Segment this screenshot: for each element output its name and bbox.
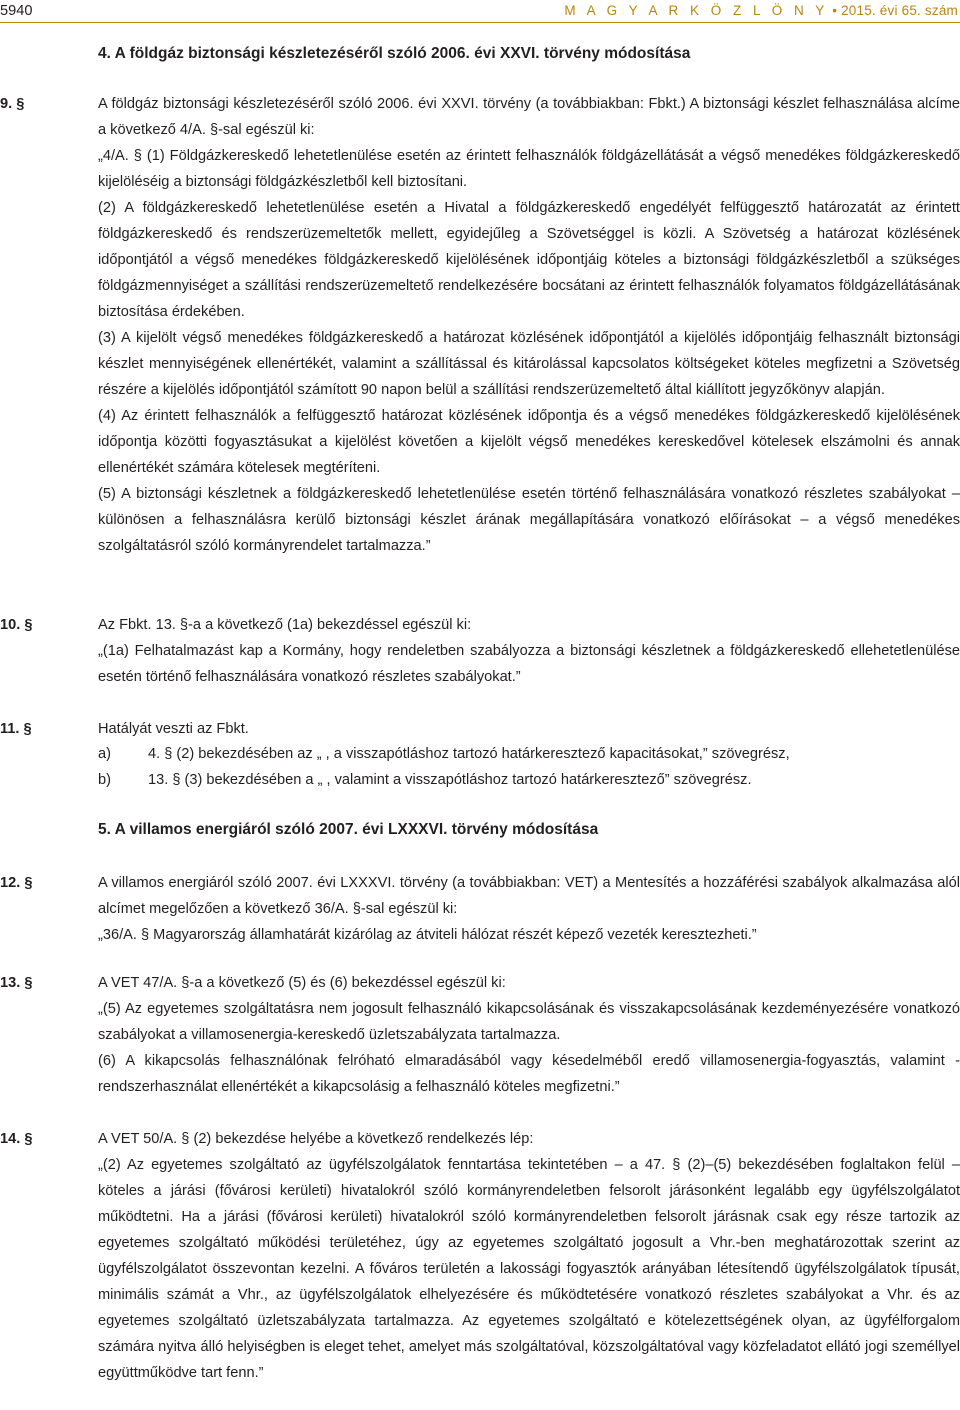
section-11-body (98, 716, 960, 742)
page-number: 5940 (0, 3, 33, 19)
section-number-14: 14. § (0, 1131, 33, 1147)
quoted-4a-para-3: (3) A kijelölt végső menedékes földgázkereskedő a határozat közlésének időpontjától a kijelölés időpontjáig felhasznált biztonsági készlet mennyiségének ellenértékét, valamint a szállítással és kitárolással kapcsolatos költségeket köteles megfizetni a Szövetség részére a kijelölés időpontjától számított 90 napon belül a szállítási rendszerüzemeltető által kiállított jegyzőkönyv alapján. (98, 330, 960, 398)
quoted-47a-para-6: (6) A kikapcsolás felhasználónak felróható elmaradásából vagy késedelméből eredő villamosenergia-fogyasztás, valamint -rendszerhasználat ellenértékét a kikapcsolásig a felhasználó köteles megfizetni.” (98, 1053, 960, 1095)
list-item-text: 13. § (3) bekezdésében a „ , valamint a visszapótláshoz tartozó határkeresztező” szövegrész. (148, 772, 752, 788)
list-item-label: b) (98, 772, 111, 788)
quoted-1a-para: „(1a) Felhatalmazást kap a Kormány, hogy rendeletben szabályozza a biztonsági készletnek a földgázkereskedő ellehetetlenülése esetén történő felhasználására vonatkozó részletes szabályokat.” (98, 643, 960, 685)
section-9-body (98, 91, 960, 559)
list-item (98, 767, 752, 793)
issue-label: 2015. évi 65. szám (841, 3, 958, 18)
quoted-50a-para-2: „(2) Az egyetemes szolgáltató az ügyfélszolgálatok fenntartása tekintetében – a 47. § (2)–(5) bekezdésében foglaltakon felül – köteles a járási (fővárosi kerületi) hivatalokról szóló kormányrendeletben felsorolt járásonként legalább egy ügyfélszolgálatot működtetni. Ha a járási (fővárosi kerületi) hivatalokról szóló kormányrendeletben felsorolt járásnak csak egy része tartozik az egyetemes szolgáltató működési területéhez, úgy az egyetemes szolgáltató jogosult a Vhr.-ben meghatározottak szerint az ügyfélszolgálatot összevontan kezelni. A főváros területén a lakossági fogyasztók arányában létesítendő ügyfélszolgálatok típusát, minimális számát a Vhr., az ügyfélszolgálatok elhelyezésére és működtetésére vonatkozó részletes szabályokat a Vhr. és az egyetemes szolgáltató üzletszabályzata tartalmazza. Az egyetemes szolgáltató e kötelezettségének olyan, az ügyfélforgalom számára nyitva álló helyiségben is eleget tehet, amelyet más szolgáltatóval, közszolgáltatóval vagy közfeladatot ellátó jogi személlyel együttműködve tart fenn.” (98, 1157, 960, 1381)
section-11-intro: Hatályát veszti az Fbkt. (98, 721, 249, 737)
section-number-11: 11. § (0, 721, 32, 737)
section-number-9: 9. § (0, 96, 25, 112)
header-bullet: • (832, 3, 838, 18)
list-item (98, 741, 790, 767)
running-header (564, 0, 958, 24)
publication-name: M A G Y A R K Ö Z L Ö N Y (564, 3, 829, 18)
chapter-title-5: 5. A villamos energiáról szóló 2007. évi LXXXVI. törvény módosítása (98, 821, 599, 838)
section-14-intro: A VET 50/A. § (2) bekezdése helyébe a következő rendelkezés lép: (98, 1131, 534, 1147)
list-item-text: 4. § (2) bekezdésében az „ , a visszapótláshoz tartozó határkeresztező kapacitásokat,” szövegrész, (148, 746, 790, 762)
chapter-title-4: 4. A földgáz biztonsági készletezéséről szóló 2006. évi XXVI. törvény módosítása (98, 45, 691, 62)
section-12-intro: A villamos energiáról szóló 2007. évi LXXXVI. törvény (a továbbiakban: VET) a Mentesítés a hozzáférési szabályok alkalmazása alól alcímet megelőzően a következő 36/A. §-sal egészül ki: (98, 875, 960, 917)
section-14-body (98, 1126, 960, 1386)
section-9-intro: A földgáz biztonsági készletezéséről szóló 2006. évi XXVI. törvény (a továbbiakban: Fbkt.) A biztonsági készlet felhasználása alcíme a következő 4/A. §-sal egészül ki: (98, 96, 960, 138)
quoted-4a-para-4: (4) Az érintett felhasználók a felfüggesztő határozat közlésének időpontja és a végső menedékes földgázkereskedő kijelölésének időpontja közötti fogyasztásukat a kijelölést követően a kijelölt végső menedékes kereskedővel kötelesek elszámolni és annak ellenértékét számára kötelesek megtéríteni. (98, 408, 960, 476)
section-number-13: 13. § (0, 975, 33, 991)
quoted-4a-para-1: „4/A. § (1) Földgázkereskedő lehetetlenülése esetén az érintett felhasználók földgázellátását a végső menedékes földgázkereskedő kijelöléséig a biztonsági földgázkészletből kell biztosítani. (98, 148, 960, 190)
quoted-4a-para-2: (2) A földgázkereskedő lehetetlenülése esetén a Hivatal a földgázkereskedő engedélyét felfüggesztő határozatát az érintett földgázkereskedő és rendszerüzemeltetők mellett, egyidejűleg a Szövetséggel is közli. A Szövetség a határozat közlésének időpontjától a végső menedékes földgázkereskedő kijelölésének időpontjáig köteles a biztonsági földgázkészletből a szükséges földgázmennyiséget a szállítási rendszerüzemeltető rendelkezésére bocsátani az érintett felhasználók folyamatos földgázellátásának biztosítása érdekében. (98, 200, 960, 320)
header-rule (0, 22, 960, 23)
quoted-47a-para-5: „(5) Az egyetemes szolgáltatásra nem jogosult felhasználó kikapcsolásának és visszakapcsolásának kezdeményezésére vonatkozó szabályokat a villamosenergia-kereskedő üzletszabályzata tartalmazza. (98, 1001, 960, 1043)
quoted-36a-para: „36/A. § Magyarország államhatárát kizárólag az átviteli hálózat részét képező vezeték keresztezheti.” (98, 927, 757, 943)
section-12-body (98, 870, 960, 948)
section-number-10: 10. § (0, 617, 33, 633)
section-number-12: 12. § (0, 875, 33, 891)
section-10-body (98, 612, 960, 690)
quoted-4a-para-5: (5) A biztonsági készletnek a földgázkereskedő lehetetlenülése esetén történő felhasználására vonatkozó részletes szabályokat – különösen a felhasználásra kerülő biztonsági készlet árának megállapítására vonatkozó előírásokat – a végső menedékes szolgáltatásról szóló kormányrendelet tartalmazza.” (98, 486, 960, 554)
list-item-label: a) (98, 746, 111, 762)
section-13-body (98, 970, 960, 1100)
section-10-intro: Az Fbkt. 13. §-a a következő (1a) bekezdéssel egészül ki: (98, 617, 472, 633)
section-13-intro: A VET 47/A. §-a a következő (5) és (6) bekezdéssel egészül ki: (98, 975, 506, 991)
